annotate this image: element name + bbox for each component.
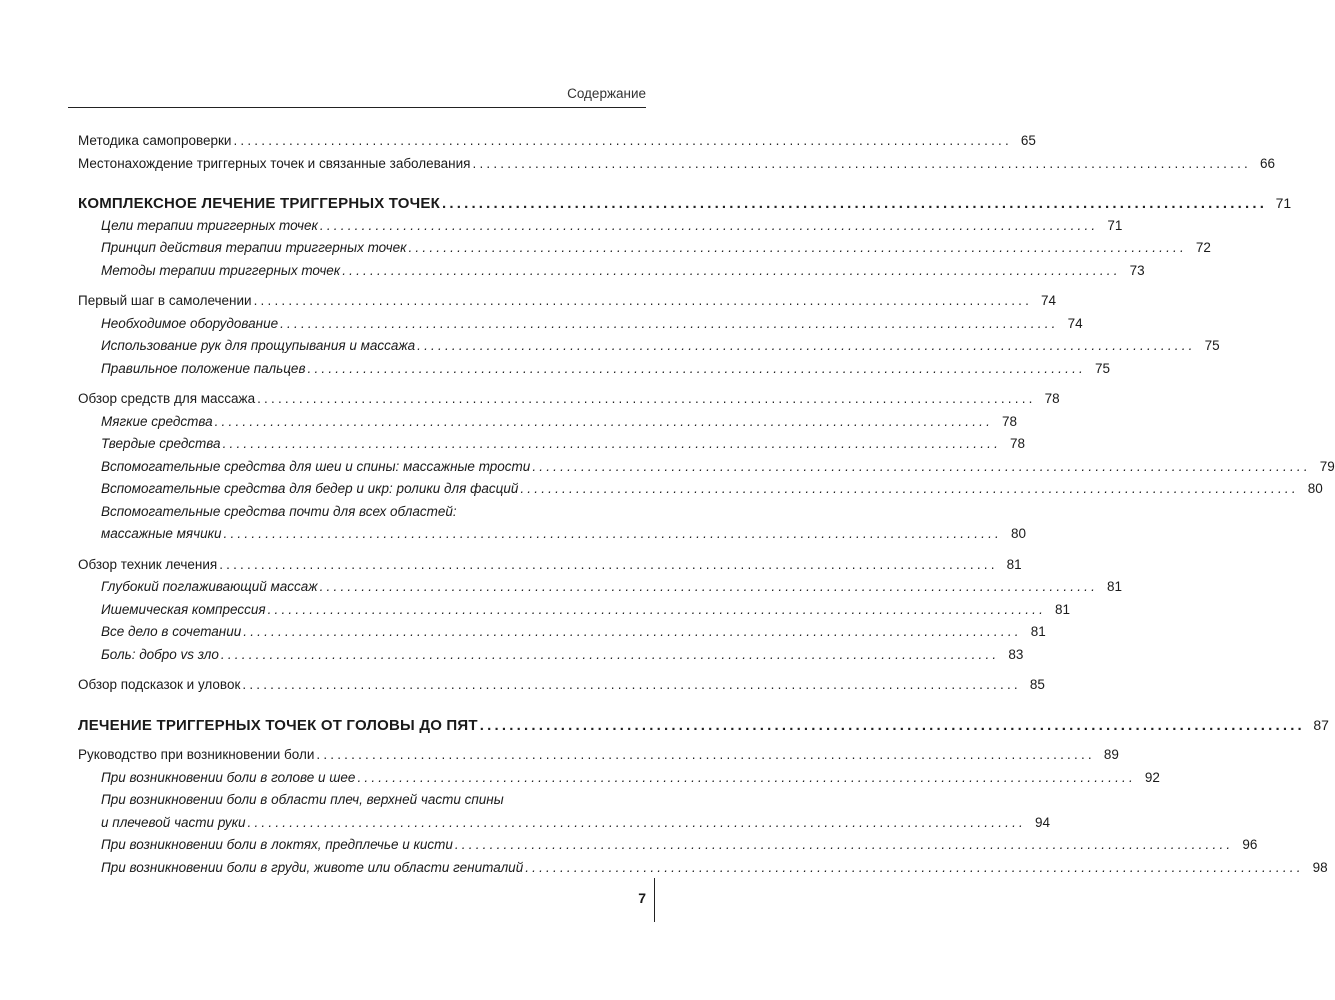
toc-leader: ................................................................................................................ (525, 859, 1304, 875)
toc-page: 66 (1259, 155, 1275, 171)
header-rule (68, 107, 646, 108)
toc-title-line1: При возникновении боли в области плеч, верхней части спины (101, 792, 504, 807)
toc-title: Цели терапии триггерных точек (101, 217, 318, 233)
toc-title: Методы терапии триггерных точек (101, 262, 341, 278)
toc-title: Глубокий поглаживающий массаж (101, 579, 318, 594)
toc-page: 80 (1010, 526, 1027, 541)
toc-title: Боль: добро vs зло (101, 646, 219, 662)
toc-leader: ................................................................................................................ (280, 315, 1059, 331)
toc-page: 89 (1103, 747, 1119, 762)
toc-leader: ................................................................................................................ (319, 579, 1099, 594)
toc-title: Твердые средства (101, 436, 221, 451)
toc-page: 78 (1010, 436, 1026, 451)
toc-subentry[interactable] (78, 834, 1258, 857)
toc-title: и плечевой части руки (101, 814, 246, 830)
toc-subentry[interactable] (78, 621, 1046, 644)
toc-leader: ................................................................................................................ (532, 458, 1311, 474)
toc-title: Ишемическая компрессия (101, 601, 266, 617)
toc-subentry[interactable] (78, 812, 1050, 835)
toc-entry[interactable] (78, 554, 1022, 577)
toc-page: 85 (1029, 677, 1045, 692)
toc-page: 83 (1008, 646, 1024, 662)
toc-page: 74 (1067, 315, 1083, 331)
toc-leader: ................................................................................................................ (247, 814, 1026, 830)
page-number: 7 (638, 890, 646, 906)
toc-leader: ................................................................................................................ (257, 391, 1036, 406)
toc-subentry[interactable] (78, 335, 1220, 358)
toc-subentry[interactable] (78, 599, 1071, 622)
toc-title: ЛЕЧЕНИЕ ТРИГГЕРНЫХ ТОЧЕК ОТ ГОЛОВЫ ДО ПЯТ (78, 716, 478, 734)
toc-subentry[interactable] (78, 644, 1024, 667)
toc-leader: ................................................................................................................ (222, 436, 1002, 451)
toc-leader: ................................................................................................................ (479, 716, 1305, 734)
toc-title: При возникновении боли в груди, животе или области гениталий (101, 859, 524, 875)
toc-page: 92 (1144, 769, 1160, 785)
toc-title: Использование рук для прощупывания и массажа (101, 338, 416, 353)
toc-title: Руководство при возникновении боли (78, 747, 315, 762)
toc-title: Методика самопроверки (78, 133, 232, 148)
toc-leader: ................................................................................................................ (220, 646, 1000, 662)
toc-leader: ................................................................................................................ (319, 217, 1099, 233)
toc-leader: ................................................................................................................ (233, 133, 1012, 148)
toc-subentry[interactable] (78, 260, 1145, 283)
toc-page: 78 (1044, 391, 1060, 406)
toc-leader: ................................................................................................................ (454, 837, 1234, 852)
toc-title: При возникновении боли в локтях, предплечье и кисти (101, 837, 453, 852)
toc-leader: ................................................................................................................ (316, 747, 1095, 762)
toc-subentry[interactable] (78, 478, 1323, 501)
toc-entry[interactable] (78, 744, 1119, 767)
toc-title: Мягкие средства (101, 413, 213, 429)
toc-subentry[interactable] (78, 411, 1018, 434)
toc-page: 71 (1107, 217, 1123, 233)
toc-title: Обзор средств для массажа (78, 391, 256, 406)
toc-title-line1: Вспомогательные средства почти для всех областей: (101, 503, 457, 519)
toc-page: 81 (1107, 579, 1123, 594)
toc-subentry[interactable] (78, 456, 1335, 479)
toc-leader: ................................................................................................................ (267, 601, 1047, 617)
toc-subentry[interactable] (78, 313, 1083, 336)
toc-subentry[interactable] (78, 358, 1110, 381)
toc-leader: ................................................................................................................ (243, 624, 1022, 639)
toc-leader: ................................................................................................................ (214, 413, 994, 429)
toc-part-heading[interactable] (78, 714, 1329, 737)
toc-title: Местонахождение триггерных точек и связанные заболевания (78, 155, 471, 171)
toc-title: Необходимое оборудование (101, 315, 279, 331)
toc-page: 78 (1002, 413, 1018, 429)
toc-entry[interactable] (78, 130, 1036, 153)
toc-entry[interactable] (78, 290, 1057, 313)
toc-page: 94 (1034, 814, 1050, 830)
toc-page: 72 (1195, 240, 1211, 255)
toc-subentry-first-line[interactable] (78, 789, 645, 812)
toc-title: Вспомогательные средства для шеи и спины: массажные трости (101, 458, 531, 474)
toc-subentry[interactable] (78, 767, 1160, 790)
toc-leader: ................................................................................................................ (408, 240, 1187, 255)
toc-leader: ................................................................................................................ (441, 195, 1268, 212)
toc-subentry[interactable] (78, 215, 1123, 238)
toc-page: 98 (1312, 859, 1328, 875)
toc-title: Обзор техник лечения (78, 556, 218, 572)
folio-rule (654, 878, 655, 922)
toc-entry[interactable] (78, 153, 1275, 176)
toc-page: 79 (1319, 458, 1335, 474)
toc-leader: ................................................................................................................ (253, 293, 1033, 308)
toc-leader: ................................................................................................................ (357, 769, 1136, 785)
running-head: Содержание (567, 86, 646, 101)
toc-leader: ................................................................................................................ (242, 677, 1021, 692)
toc-entry[interactable] (78, 674, 1045, 697)
toc-leader: ................................................................................................................ (472, 155, 1251, 171)
toc-leader: ................................................................................................................ (219, 556, 998, 572)
toc-leader: ................................................................................................................ (342, 262, 1121, 278)
toc-subentry[interactable] (78, 857, 1328, 880)
toc-title: Первый шаг в самолечении (78, 293, 252, 308)
toc-title: Обзор подсказок и уловок (78, 677, 241, 692)
toc-page: 80 (1307, 481, 1323, 496)
toc-page: 71 (1275, 195, 1292, 211)
toc-subentry-first-line[interactable] (78, 501, 645, 524)
toc-leader: ................................................................................................................ (223, 526, 1003, 541)
toc-subentry[interactable] (78, 237, 1211, 260)
toc-page: 81 (1055, 601, 1071, 617)
toc-subentry[interactable] (78, 523, 1027, 546)
toc-page: 74 (1041, 293, 1057, 308)
toc-page: 73 (1129, 262, 1145, 278)
toc-part-heading[interactable] (78, 192, 1292, 215)
toc-title: Все дело в сочетании (101, 624, 242, 639)
toc-page: 87 (1313, 716, 1329, 733)
toc-title: КОМПЛЕКСНОЕ ЛЕЧЕНИЕ ТРИГГЕРНЫХ ТОЧЕК (78, 195, 440, 212)
toc-page: 96 (1242, 837, 1258, 852)
toc-page: 81 (1030, 624, 1046, 639)
toc-title: Принцип действия терапии триггерных точек (101, 240, 407, 255)
toc-subentry[interactable] (78, 433, 1026, 456)
toc-page: 75 (1094, 360, 1110, 376)
toc-leader: ................................................................................................................ (307, 360, 1086, 376)
toc-entry[interactable] (78, 388, 1060, 411)
toc-page: 81 (1006, 556, 1022, 572)
toc-leader: ................................................................................................................ (417, 338, 1196, 353)
toc-title: массажные мячики (101, 526, 222, 541)
toc-title: При возникновении боли в голове и шее (101, 769, 356, 785)
table-of-contents (78, 130, 1335, 879)
toc-page: 65 (1020, 133, 1036, 148)
toc-title: Правильное положение пальцев (101, 360, 306, 376)
toc-page: 75 (1204, 338, 1220, 353)
toc-title: Вспомогательные средства для бедер и икр: ролики для фасций (101, 481, 519, 496)
toc-subentry[interactable] (78, 576, 1123, 599)
toc-leader: ................................................................................................................ (520, 481, 1299, 496)
